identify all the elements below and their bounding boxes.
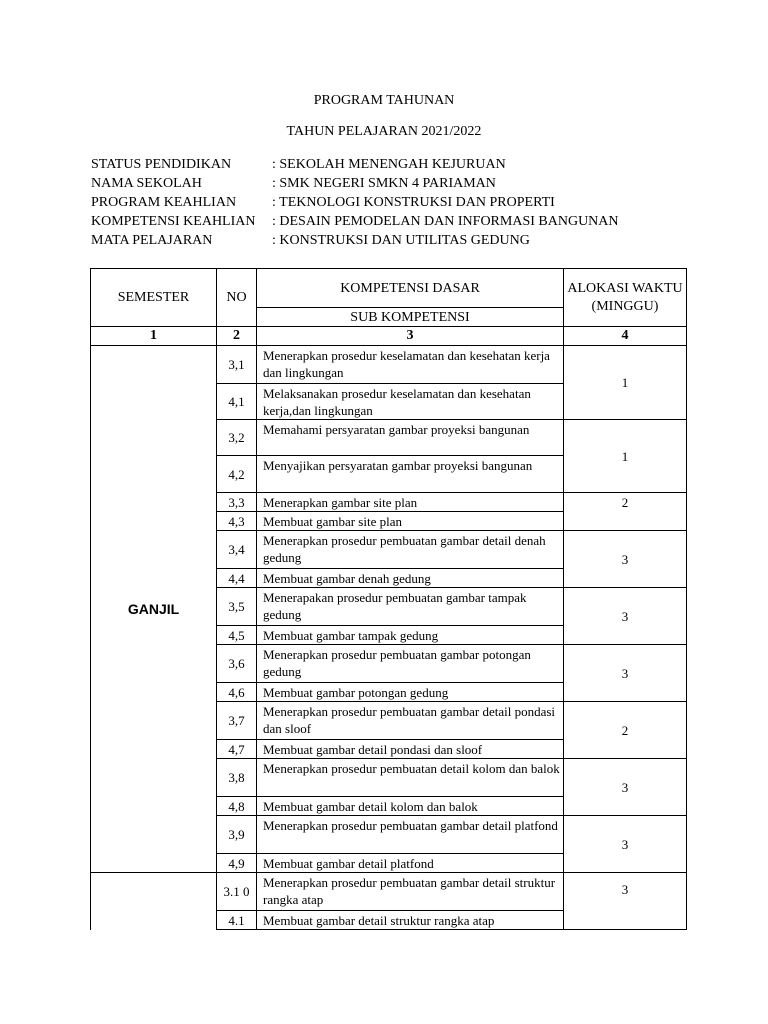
info-value: : DESAIN PEMODELAN DAN INFORMASI BANGUNAN [272,214,619,229]
info-key: PROGRAM KEAHLIAN [91,195,237,210]
allocation-weeks: 2 [564,493,687,531]
info-row [91,212,619,231]
column-index: 3 [257,327,564,346]
identity-block [91,155,619,250]
kd-number: 4,5 [217,626,257,645]
info-row [91,193,619,212]
header-no: NO [217,269,257,327]
kd-number: 3,5 [217,588,257,626]
kd-description: Membuat gambar detail struktur rangka atap [257,911,564,930]
document-subtitle: TAHUN PELAJARAN 2021/2022 [286,124,482,139]
kd-description: Membuat gambar tampak gedung [257,626,564,645]
header-kompetensi-dasar: KOMPETENSI DASAR [257,269,564,308]
allocation-weeks: 3 [564,816,687,873]
info-key: MATA PELAJARAN [91,233,213,248]
info-value: : SMK NEGERI SMKN 4 PARIAMAN [272,176,496,191]
kd-description: Membuat gambar potongan gedung [257,683,564,702]
kd-number: 4,9 [217,854,257,873]
kd-description: Memahami persyaratan gambar proyeksi bangunan [257,420,564,456]
info-key: NAMA SEKOLAH [91,176,202,191]
allocation-weeks: 3 [564,588,687,645]
kd-description: Menerapkan gambar site plan [257,493,564,512]
kd-description: Menerapkan prosedur pembuatan gambar detail struktur rangka atap [257,873,564,911]
info-key: STATUS PENDIDIKAN [91,157,232,172]
kd-description: Menerapkan prosedur pembuatan gambar detail denah gedung [257,531,564,569]
column-index: 2 [217,327,257,346]
kd-number: 4,3 [217,512,257,531]
allocation-weeks: 1 [564,346,687,420]
kd-number: 3,8 [217,759,257,797]
kd-number: 3,7 [217,702,257,740]
header-semester: SEMESTER [91,269,217,327]
kd-description: Melaksanakan prosedur keselamatan dan kesehatan kerja,dan lingkungan [257,384,564,420]
header-alokasi-waktu: ALOKASI WAKTU (MINGGU) [564,269,687,327]
kd-number: 4,4 [217,569,257,588]
info-value: : SEKOLAH MENENGAH KEJURUAN [272,157,506,172]
kd-description: Membuat gambar detail kolom dan balok [257,797,564,816]
info-key: KOMPETENSI KEAHLIAN [91,214,256,229]
kd-number: 4,1 [217,384,257,420]
kd-number: 3.1 0 [217,873,257,911]
kd-number: 3,1 [217,346,257,384]
semester-ganjil: GANJIL [91,346,217,873]
kd-number: 3,6 [217,645,257,683]
kd-description: Menerapkan prosedur pembuatan gambar detail platfond [257,816,564,854]
info-row [91,155,619,174]
column-index: 1 [91,327,217,346]
kd-number: 4,7 [217,740,257,759]
kd-description: Membuat gambar site plan [257,512,564,531]
kd-number: 3,4 [217,531,257,569]
kd-number: 4.1 [217,911,257,930]
info-value: : KONSTRUKSI DAN UTILITAS GEDUNG [272,233,530,248]
allocation-weeks: 3 [564,759,687,816]
kd-number: 3,9 [217,816,257,854]
column-index: 4 [564,327,687,346]
table-row [91,346,687,384]
kd-number: 4,8 [217,797,257,816]
table-row [91,873,687,911]
kd-description: Menerapkan prosedur pembuatan gambar detail pondasi dan sloof [257,702,564,740]
document-title: PROGRAM TAHUNAN [313,93,455,108]
semester-next [91,873,217,930]
kd-number: 3,3 [217,493,257,512]
kd-description: Menerapakan prosedur pembuatan gambar tampak gedung [257,588,564,626]
kd-description: Menerapkan prosedur keselamatan dan kesehatan kerja dan lingkungan [257,346,564,384]
kd-description: Membuat gambar detail pondasi dan sloof [257,740,564,759]
kd-description: Membuat gambar detail platfond [257,854,564,873]
allocation-weeks: 2 [564,702,687,759]
header-sub-kompetensi: SUB KOMPETENSI [257,308,564,327]
kd-description: Menerapkan prosedur pembuatan gambar potongan gedung [257,645,564,683]
kd-number: 4,2 [217,456,257,493]
allocation-weeks: 3 [564,873,687,930]
info-row [91,231,619,250]
kd-number: 3,2 [217,420,257,456]
kd-description: Menerapkan prosedur pembuatan detail kolom dan balok [257,759,564,797]
info-value: : TEKNOLOGI KONSTRUKSI DAN PROPERTI [272,195,555,210]
info-row [91,174,619,193]
allocation-weeks: 3 [564,645,687,702]
kd-description: Menyajikan persyaratan gambar proyeksi bangunan [257,456,564,493]
kd-number: 4,6 [217,683,257,702]
program-table [90,268,687,930]
allocation-weeks: 3 [564,531,687,588]
kd-description: Membuat gambar denah gedung [257,569,564,588]
allocation-weeks: 1 [564,420,687,493]
